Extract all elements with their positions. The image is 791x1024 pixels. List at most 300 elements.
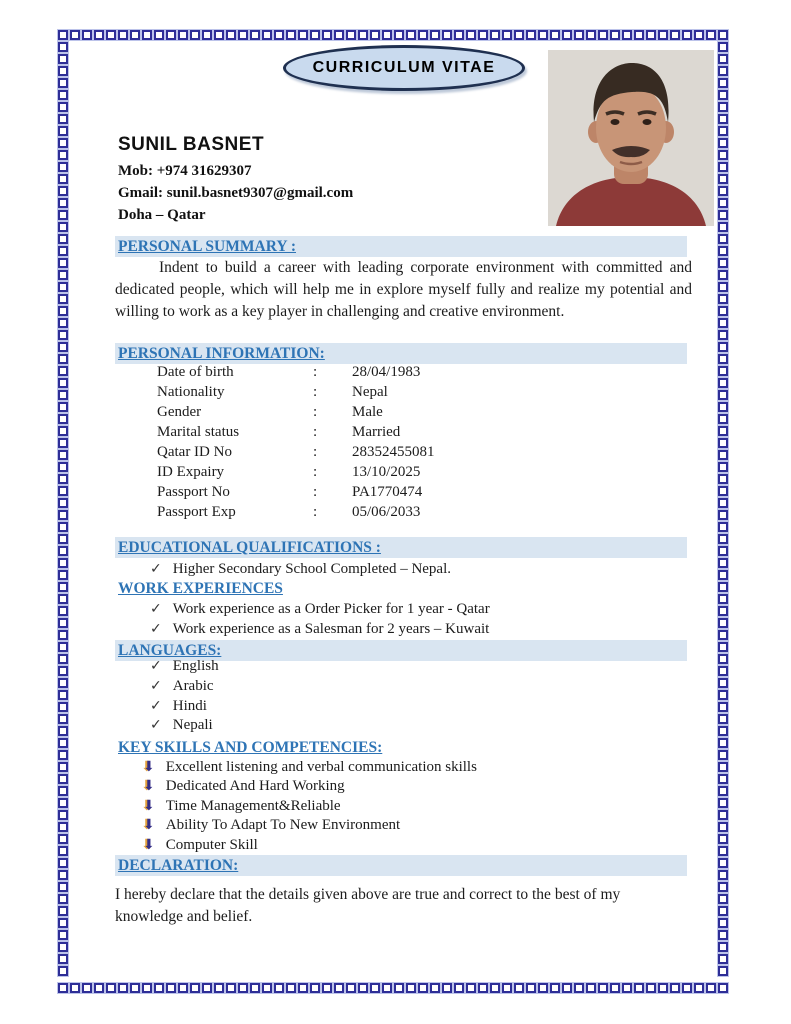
list-item	[150, 619, 490, 639]
border-square	[718, 810, 728, 820]
border-square	[130, 983, 140, 993]
border-square	[58, 66, 68, 76]
border-square	[718, 126, 728, 136]
border-square	[58, 486, 68, 496]
border-square	[718, 306, 728, 316]
border-square	[118, 30, 128, 40]
border-square	[226, 983, 236, 993]
skill-item: Time Management&Reliable	[165, 797, 341, 814]
border-square	[202, 983, 212, 993]
border-square	[718, 522, 728, 532]
border-square	[130, 30, 140, 40]
border-square	[490, 30, 500, 40]
border-square	[58, 558, 68, 568]
border-square	[58, 390, 68, 400]
border-square	[718, 78, 728, 88]
border-square	[58, 654, 68, 664]
border-square	[718, 906, 728, 916]
border-square	[538, 30, 548, 40]
border-square	[442, 30, 452, 40]
border-square	[718, 474, 728, 484]
border-square	[94, 30, 104, 40]
border-square	[430, 983, 440, 993]
border-square	[58, 450, 68, 460]
border-square	[58, 306, 68, 316]
border-square	[58, 714, 68, 724]
border-square	[58, 894, 68, 904]
border-square	[58, 426, 68, 436]
border-square	[718, 150, 728, 160]
border-square	[550, 30, 560, 40]
border-square	[58, 234, 68, 244]
border-square	[718, 342, 728, 352]
table-row	[157, 382, 435, 402]
border-square	[658, 983, 668, 993]
border-square	[298, 983, 308, 993]
border-square	[58, 366, 68, 376]
border-square	[310, 30, 320, 40]
border-square	[58, 983, 68, 993]
border-square	[58, 282, 68, 292]
border-square	[58, 618, 68, 628]
border-square	[718, 558, 728, 568]
border-square	[58, 546, 68, 556]
border-square	[718, 90, 728, 100]
border-square	[586, 30, 596, 40]
border-square	[634, 30, 644, 40]
border-square	[58, 186, 68, 196]
border-square	[718, 162, 728, 172]
list-item	[143, 777, 477, 796]
border-square	[718, 534, 728, 544]
border-square	[718, 594, 728, 604]
border-square	[646, 30, 656, 40]
list-item	[143, 816, 477, 835]
border-square	[718, 666, 728, 676]
border-square	[250, 983, 260, 993]
border-square	[718, 858, 728, 868]
border-square	[58, 126, 68, 136]
language-item: Nepali	[172, 717, 213, 734]
list-item	[150, 677, 219, 697]
border-square	[706, 30, 716, 40]
border-square	[58, 702, 68, 712]
border-square	[718, 450, 728, 460]
border-square	[142, 983, 152, 993]
border-square	[58, 42, 68, 52]
border-square	[58, 858, 68, 868]
info-value: Married	[352, 424, 401, 440]
border-square	[718, 258, 728, 268]
border-square	[394, 30, 404, 40]
info-label: ID Expairy	[157, 464, 225, 480]
border-square	[718, 366, 728, 376]
contact-block	[118, 160, 353, 226]
border-square	[718, 954, 728, 964]
border-square	[718, 402, 728, 412]
border-square	[94, 983, 104, 993]
border-square	[718, 30, 728, 40]
border-square	[58, 534, 68, 544]
info-label: Gender	[157, 404, 202, 420]
work-item: Work experience as a Order Picker for 1 year - Qatar	[172, 601, 490, 617]
portrait-illustration	[548, 50, 714, 226]
mobile-line: Mob: +974 31629307	[118, 163, 252, 179]
border-square	[610, 30, 620, 40]
border-square	[682, 30, 692, 40]
border-square	[106, 983, 116, 993]
border-square	[178, 983, 188, 993]
table-row	[157, 442, 435, 462]
border-square	[370, 30, 380, 40]
border-square	[562, 30, 572, 40]
info-colon: :	[313, 364, 318, 380]
border-square	[58, 78, 68, 88]
info-label: Passport No	[157, 484, 230, 500]
border-square	[718, 510, 728, 520]
border-square	[58, 750, 68, 760]
border-square	[718, 786, 728, 796]
border-square	[718, 762, 728, 772]
key-skills-list	[143, 758, 477, 855]
border-square	[718, 390, 728, 400]
border-square	[718, 102, 728, 112]
border-square	[718, 834, 728, 844]
border-square	[190, 983, 200, 993]
border-square	[58, 582, 68, 592]
list-item	[150, 697, 219, 717]
border-square	[718, 42, 728, 52]
info-colon: :	[313, 444, 318, 460]
border-square	[58, 918, 68, 928]
border-square	[58, 606, 68, 616]
border-square	[178, 30, 188, 40]
declaration-text: I hereby declare that the details given above are true and correct to the best of my knowledge and belief.	[115, 886, 621, 925]
info-colon: :	[313, 464, 318, 480]
border-square	[58, 954, 68, 964]
border-square	[718, 930, 728, 940]
border-square	[202, 30, 212, 40]
border-square	[718, 654, 728, 664]
border-square	[238, 30, 248, 40]
border-square	[718, 426, 728, 436]
border-square	[106, 30, 116, 40]
border-square	[58, 114, 68, 124]
border-square	[166, 30, 176, 40]
info-value: 28/04/1983	[352, 364, 421, 380]
info-colon: :	[313, 504, 318, 520]
border-square	[718, 198, 728, 208]
border-square	[718, 186, 728, 196]
section-personal-summary-band	[115, 236, 687, 257]
border-square	[670, 30, 680, 40]
border-square	[538, 983, 548, 993]
border-square	[454, 983, 464, 993]
border-square	[718, 270, 728, 280]
border-square	[718, 606, 728, 616]
border-square	[718, 822, 728, 832]
border-square	[58, 138, 68, 148]
border-square	[586, 983, 596, 993]
border-square	[718, 486, 728, 496]
border-square	[58, 762, 68, 772]
border-square	[58, 642, 68, 652]
border-square	[58, 834, 68, 844]
check-icon: ✓	[150, 658, 162, 674]
check-icon: ✓	[150, 677, 162, 694]
list-item	[150, 599, 490, 619]
info-colon: :	[313, 404, 318, 420]
border-square	[58, 882, 68, 892]
border-square	[70, 30, 80, 40]
border-square	[490, 983, 500, 993]
border-square	[430, 30, 440, 40]
border-square	[718, 282, 728, 292]
cv-title-oval	[283, 45, 525, 91]
border-square	[718, 846, 728, 856]
border-square	[58, 786, 68, 796]
border-square	[382, 30, 392, 40]
info-colon: :	[313, 424, 318, 440]
border-square	[310, 983, 320, 993]
border-square	[406, 30, 416, 40]
border-square	[58, 906, 68, 916]
border-square	[718, 546, 728, 556]
list-item	[150, 657, 219, 677]
work-experiences-heading: WORK EXPERIENCES	[118, 580, 283, 597]
border-square	[262, 983, 272, 993]
border-square	[718, 138, 728, 148]
cv-title: CURRICULUM VITAE	[312, 59, 496, 76]
border-square	[58, 102, 68, 112]
skill-item: Excellent listening and verbal communication skills	[165, 759, 477, 775]
border-square	[58, 870, 68, 880]
border-square	[634, 983, 644, 993]
down-arrow-bullet-icon: ⬇	[143, 778, 155, 795]
border-square	[58, 246, 68, 256]
border-square	[250, 30, 260, 40]
border-square	[718, 318, 728, 328]
skill-item: Ability To Adapt To New Environment	[165, 817, 401, 834]
border-square	[58, 342, 68, 352]
border-square	[166, 983, 176, 993]
border-square	[58, 690, 68, 700]
border-square	[502, 30, 512, 40]
education-heading: EDUCATIONAL QUALIFICATIONS :	[118, 539, 381, 556]
border-square	[58, 942, 68, 952]
border-square	[358, 983, 368, 993]
border-square	[382, 983, 392, 993]
border-square	[58, 666, 68, 676]
border-square	[58, 822, 68, 832]
border-square	[286, 983, 296, 993]
border-square	[718, 570, 728, 580]
table-row	[157, 402, 435, 422]
border-square	[58, 774, 68, 784]
border-square	[718, 774, 728, 784]
border-square	[718, 378, 728, 388]
down-arrow-bullet-icon: ⬇	[143, 759, 155, 775]
border-square	[454, 30, 464, 40]
candidate-name: SUNIL BASNET	[118, 134, 265, 155]
border-square	[58, 90, 68, 100]
work-experience-list	[150, 599, 490, 639]
border-square	[718, 870, 728, 880]
border-square	[478, 983, 488, 993]
list-item	[143, 797, 477, 816]
border-square	[58, 966, 68, 976]
border-square	[334, 30, 344, 40]
border-square	[718, 462, 728, 472]
border-square	[562, 983, 572, 993]
border-square	[142, 30, 152, 40]
border-square	[58, 846, 68, 856]
info-value: 28352455081	[352, 444, 435, 460]
border-square	[298, 30, 308, 40]
border-square	[682, 983, 692, 993]
border-square	[718, 294, 728, 304]
border-square	[706, 983, 716, 993]
table-row	[157, 462, 435, 482]
border-square	[346, 983, 356, 993]
border-square	[58, 498, 68, 508]
border-square	[58, 402, 68, 412]
border-square	[610, 983, 620, 993]
info-label: Qatar ID No	[157, 444, 232, 460]
personal-summary-text: Indent to build a career with leading corporate environment with committed and dedicated people, which will help me in explore myself fully and realize my potential and willing to work as a key player in challenging and creative environment.	[115, 259, 692, 320]
border-square	[514, 983, 524, 993]
border-square	[238, 983, 248, 993]
border-square	[58, 330, 68, 340]
border-square	[58, 594, 68, 604]
personal-information-heading: PERSONAL INFORMATION:	[118, 345, 325, 362]
border-square	[718, 630, 728, 640]
border-square	[718, 690, 728, 700]
border-square	[58, 30, 68, 40]
border-square	[226, 30, 236, 40]
border-square	[58, 318, 68, 328]
border-square	[718, 618, 728, 628]
border-square	[718, 66, 728, 76]
border-square	[58, 726, 68, 736]
border-square	[442, 983, 452, 993]
border-square	[154, 983, 164, 993]
info-label: Marital status	[157, 424, 240, 440]
table-row	[157, 482, 435, 502]
border-square	[394, 983, 404, 993]
check-icon: ✓	[150, 561, 162, 577]
border-square	[286, 30, 296, 40]
border-square	[694, 983, 704, 993]
border-square	[718, 222, 728, 232]
border-square	[346, 30, 356, 40]
border-square	[526, 983, 536, 993]
border-square	[478, 30, 488, 40]
education-item: Higher Secondary School Completed – Nepal.	[172, 561, 452, 577]
border-square	[466, 30, 476, 40]
info-value: 05/06/2033	[352, 504, 421, 520]
work-item: Work experience as a Salesman for 2 years – Kuwait	[172, 621, 490, 637]
border-square	[322, 30, 332, 40]
language-item: English	[172, 658, 219, 674]
border-square	[58, 258, 68, 268]
list-item	[143, 836, 477, 855]
border-square	[658, 30, 668, 40]
border-square	[274, 30, 284, 40]
border-square	[718, 246, 728, 256]
border-square	[58, 270, 68, 280]
border-square	[154, 30, 164, 40]
skill-item: Computer Skill	[165, 836, 258, 853]
info-value: 13/10/2025	[352, 464, 421, 480]
table-row	[157, 362, 435, 382]
info-value: Male	[352, 404, 383, 420]
border-square	[82, 983, 92, 993]
border-square	[406, 983, 416, 993]
table-row	[157, 422, 435, 442]
border-square	[718, 174, 728, 184]
check-icon: ✓	[150, 621, 162, 637]
border-square	[58, 162, 68, 172]
border-square	[58, 210, 68, 220]
check-icon: ✓	[150, 601, 162, 617]
border-square	[718, 414, 728, 424]
border-square	[70, 983, 80, 993]
border-square	[118, 983, 128, 993]
border-square	[274, 983, 284, 993]
list-item	[150, 716, 219, 736]
down-arrow-bullet-icon: ⬇	[143, 817, 155, 834]
border-square	[514, 30, 524, 40]
border-square	[58, 738, 68, 748]
info-label: Date of birth	[157, 364, 234, 380]
info-label: Nationality	[157, 384, 225, 400]
check-icon: ✓	[150, 697, 162, 714]
border-square	[370, 983, 380, 993]
down-arrow-bullet-icon: ⬇	[143, 836, 155, 853]
check-icon: ✓	[150, 717, 162, 734]
border-square	[718, 714, 728, 724]
border-square	[334, 983, 344, 993]
border-square	[58, 678, 68, 688]
section-education-band	[115, 537, 687, 558]
border-square	[718, 54, 728, 64]
border-square	[718, 882, 728, 892]
border-square	[718, 354, 728, 364]
personal-information-table	[157, 362, 435, 522]
border-square	[58, 150, 68, 160]
border-square	[58, 294, 68, 304]
info-colon: :	[313, 484, 318, 500]
border-square	[58, 630, 68, 640]
border-square	[718, 966, 728, 976]
list-item	[143, 758, 477, 777]
border-square	[718, 702, 728, 712]
border-square	[718, 114, 728, 124]
border-square	[526, 30, 536, 40]
border-square	[58, 522, 68, 532]
border-square	[58, 570, 68, 580]
border-square	[58, 930, 68, 940]
border-square	[718, 234, 728, 244]
section-personal-information-band	[115, 343, 687, 364]
border-square	[694, 30, 704, 40]
border-square	[718, 750, 728, 760]
border-square	[718, 438, 728, 448]
border-square	[58, 474, 68, 484]
skill-item: Dedicated And Hard Working	[165, 778, 345, 795]
border-square	[574, 983, 584, 993]
